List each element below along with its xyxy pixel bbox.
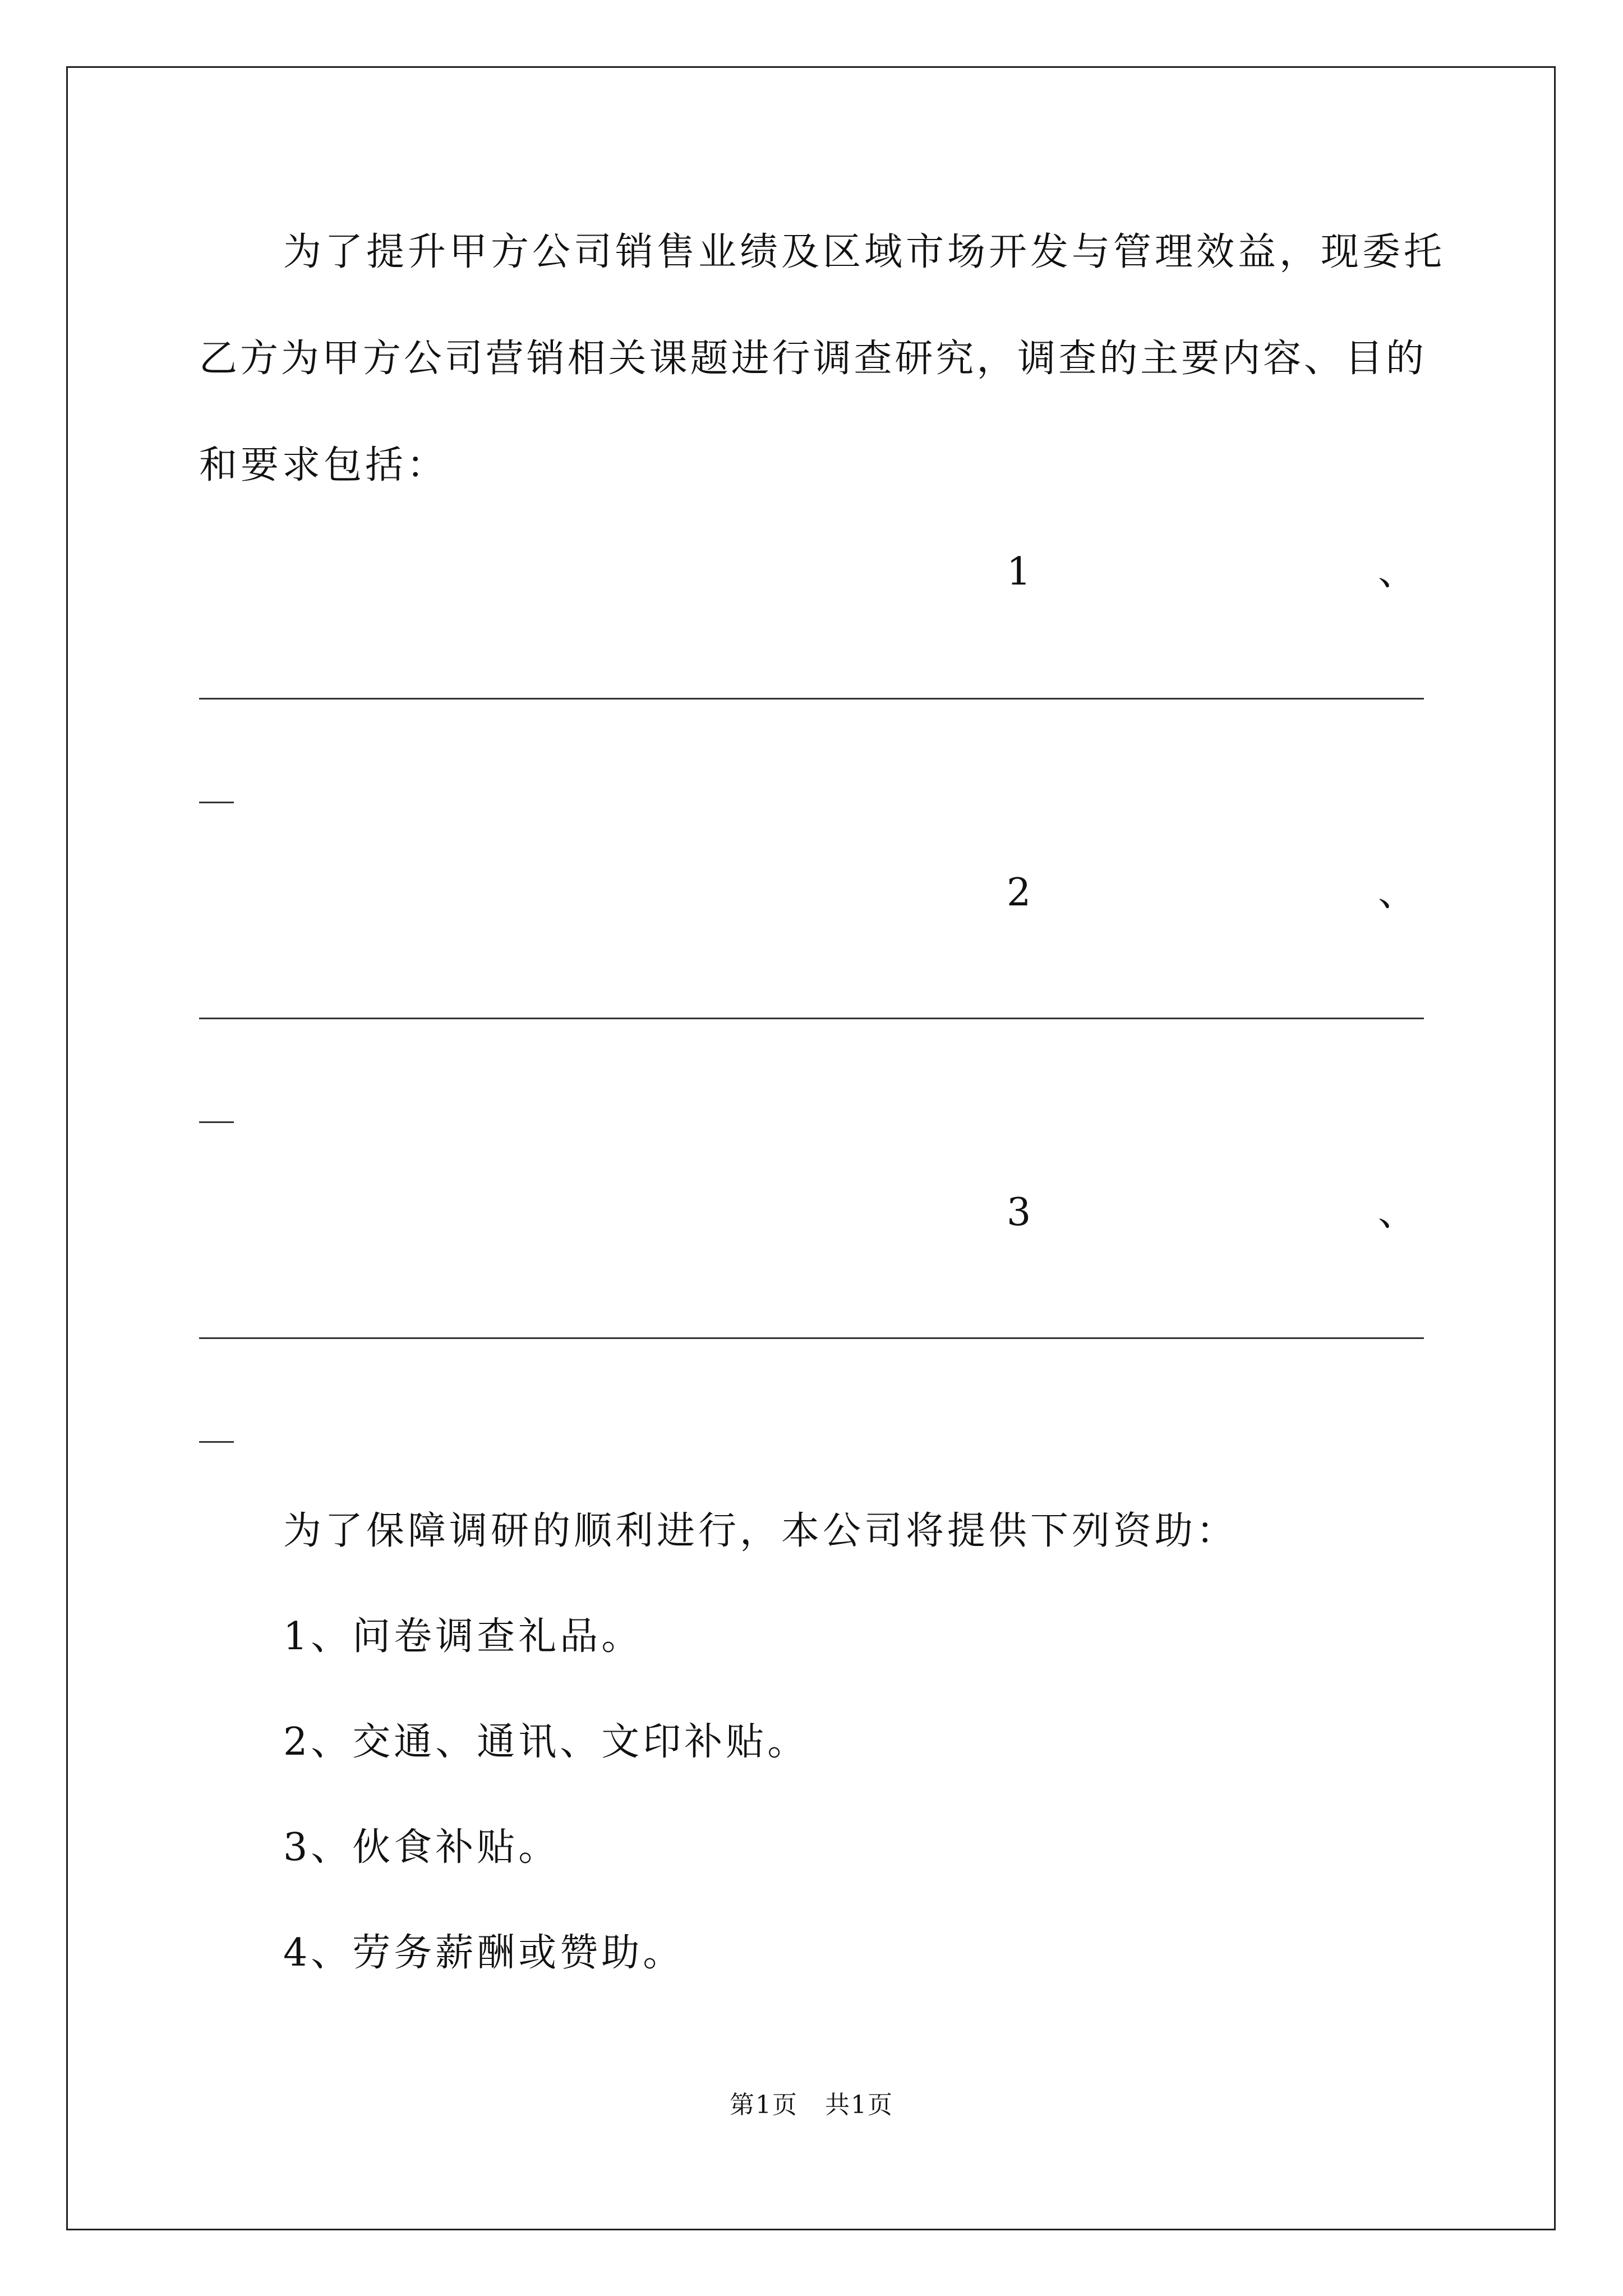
support-intro: 为了保障调研的顺利进行，本公司将提供下列资助： bbox=[283, 1509, 1238, 1553]
item-number-3: 3 bbox=[1007, 1190, 1031, 1235]
intro-line-3: 和要求包括： bbox=[199, 443, 449, 487]
fill-in-line-3-continuation bbox=[199, 1441, 234, 1443]
fill-in-line-2 bbox=[199, 1018, 1424, 1019]
page-footer: 第1页 共1页 bbox=[730, 2091, 893, 2119]
page-frame bbox=[66, 66, 1556, 2230]
item-row-2 bbox=[199, 871, 1424, 915]
item-separator-2: 、 bbox=[1377, 871, 1416, 915]
support-item-1: 1、问卷调查礼品。 bbox=[283, 1614, 643, 1659]
item-number-1: 1 bbox=[1007, 550, 1031, 594]
item-number-2: 2 bbox=[1007, 871, 1031, 915]
fill-in-line-3 bbox=[199, 1337, 1424, 1339]
support-item-2: 2、交通、通讯、文印补贴。 bbox=[283, 1720, 809, 1764]
fill-in-line-1 bbox=[199, 698, 1424, 700]
item-row-1 bbox=[199, 550, 1424, 595]
support-item-4: 4、劳务薪酬或赞助。 bbox=[283, 1931, 685, 1975]
item-row-3 bbox=[199, 1190, 1424, 1235]
item-separator-1: 、 bbox=[1377, 550, 1416, 594]
fill-in-line-2-continuation bbox=[199, 1121, 234, 1123]
intro-line-2: 乙方为甲方公司营销相关课题进行调查研究，调查的主要内容、目的 bbox=[199, 337, 1424, 381]
support-item-3: 3、伙食补贴。 bbox=[283, 1825, 560, 1870]
fill-in-line-1-continuation bbox=[199, 802, 234, 803]
intro-line-1: 为了提升甲方公司销售业绩及区域市场开发与管理效益，现委托 bbox=[283, 230, 1446, 274]
item-separator-3: 、 bbox=[1377, 1190, 1416, 1235]
